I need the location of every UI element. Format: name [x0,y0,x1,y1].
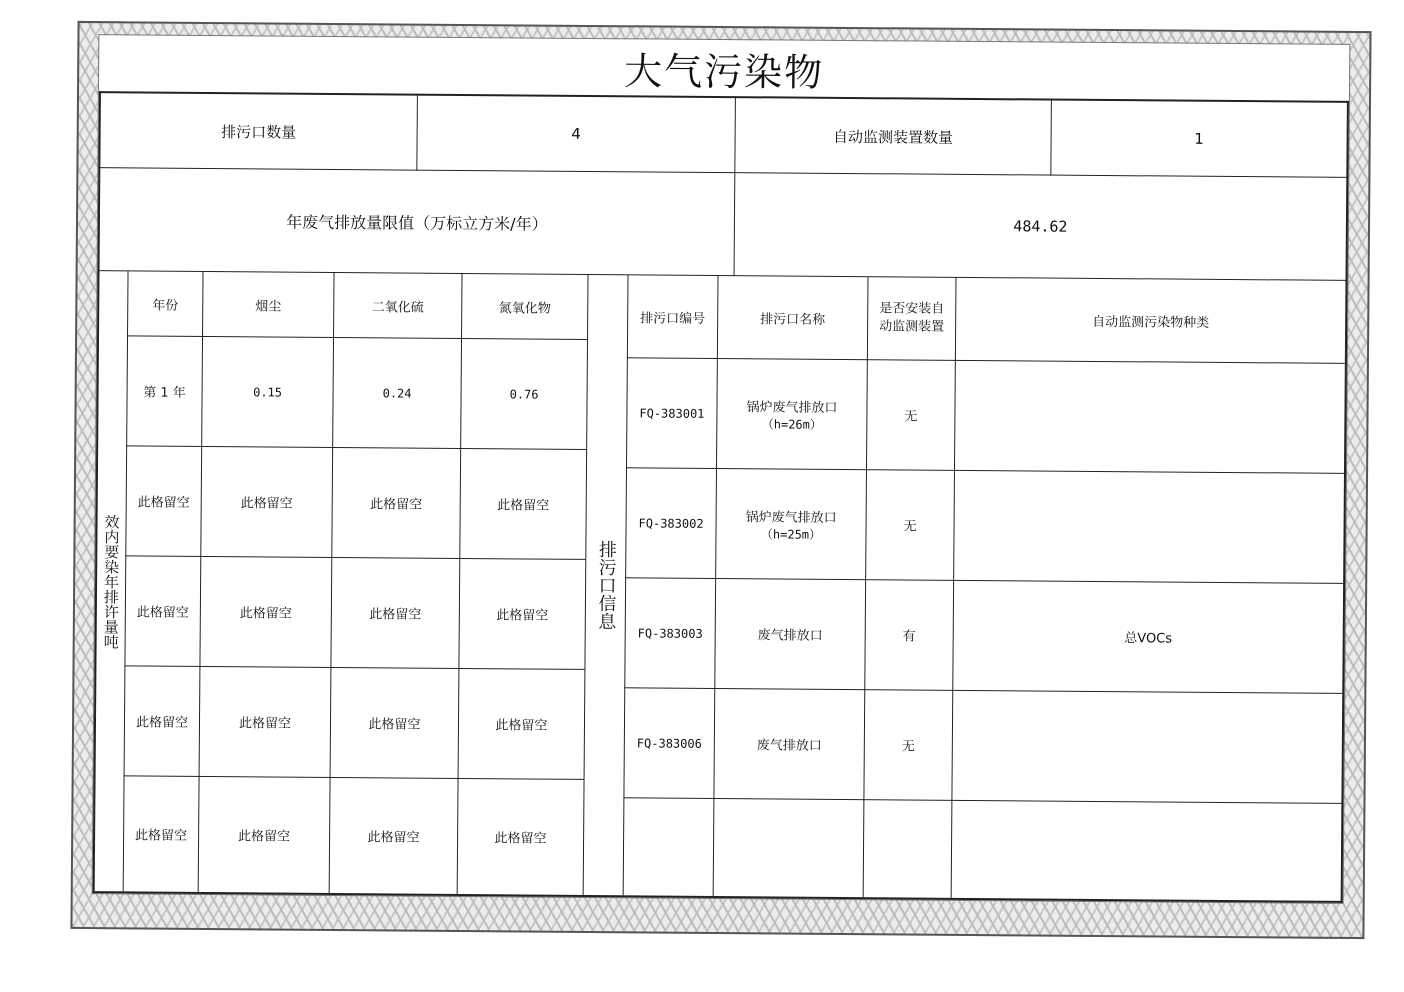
emission-section-label: 效内要染年排许量吨 [101,513,121,649]
emission-cell: 此格留空 [239,606,292,622]
outlet-count-label: 排污口数量 [221,122,297,142]
header-outlet-id: 排污口编号 [640,310,706,327]
outlet-height: （h=25m） [760,526,822,542]
emission-cell: 此格留空 [494,831,547,847]
emission-cell: 0.15 [253,384,283,400]
emission-cell: 此格留空 [137,495,190,511]
auto-monitor-cell: 有 [902,629,916,645]
emission-cell: 0.24 [382,385,412,401]
emission-cell: 此格留空 [495,718,548,734]
emission-cell: 第 1 年 [143,385,186,401]
header-nox: 氮氧化物 [498,300,551,317]
outlet-name-cell: 废气排放口 [756,738,822,754]
emission-cell: 此格留空 [368,717,421,733]
auto-monitor-cell: 无 [904,409,918,425]
pollutant-cell [955,361,1345,473]
outlet-name-cell [714,799,864,897]
emission-cell: 此格留空 [238,716,292,732]
auto-monitor-cell: 无 [901,739,915,755]
outlet-height: （h=26m） [761,416,822,432]
pollutant-cell: 总VOCs [1124,631,1173,647]
emission-cell: 此格留空 [496,608,549,624]
emission-cell: 此格留空 [135,715,189,731]
auto-monitor-cell [864,800,952,898]
emission-cell: 此格留空 [370,497,423,513]
emission-cell: 此格留空 [240,496,293,512]
outlet-name-cell: 废气排放口 [757,628,823,644]
pollutant-cell [954,471,1344,583]
emission-cell: 此格留空 [238,829,291,845]
annual-limit-value: 484.62 [1013,217,1068,236]
emission-cell: 此格留空 [497,498,550,514]
header-dust: 烟尘 [255,298,282,315]
header-auto-monitor: 是否安装自动监测装置 [879,301,945,335]
header-year: 年份 [152,298,179,314]
outlet-id-cell [624,798,714,896]
outlet-name: 锅炉废气排放口 [746,399,838,416]
outlet-id-cell: FQ-383002 [638,515,704,531]
outlet-name: 锅炉废气排放口 [745,509,837,526]
annual-limit-label: 年废气排放量限值（万标立方米/年） [286,212,548,234]
outlet-section-label: 排污口信息 [595,540,617,631]
permit-table [93,35,1350,903]
header-so2: 二氧化硫 [371,299,424,316]
outlet-id-cell: FQ-383003 [637,625,703,641]
emission-cell: 此格留空 [135,828,188,844]
auto-monitor-value: 1 [1194,129,1204,148]
emission-cell: 此格留空 [369,607,422,623]
page-title: 大气污染物 [623,48,825,95]
emission-cell: 此格留空 [367,830,420,846]
outlet-id-cell: FQ-383006 [636,735,702,751]
header-pollutant-type: 自动监测污染物种类 [1092,314,1210,331]
outlet-name-cell [717,359,867,469]
auto-monitor-label: 自动监测装置数量 [833,127,954,147]
pollutant-cell [952,801,1342,901]
emission-cell: 0.76 [509,386,539,402]
auto-monitor-cell: 无 [903,519,917,535]
outlet-name-cell [716,469,866,579]
outlet-count-value: 4 [571,124,581,143]
header-outlet-name: 排污口名称 [760,311,826,328]
emission-cell: 此格留空 [136,605,189,621]
pollutant-cell [952,691,1342,803]
outlet-id-cell: FQ-383001 [639,405,705,421]
